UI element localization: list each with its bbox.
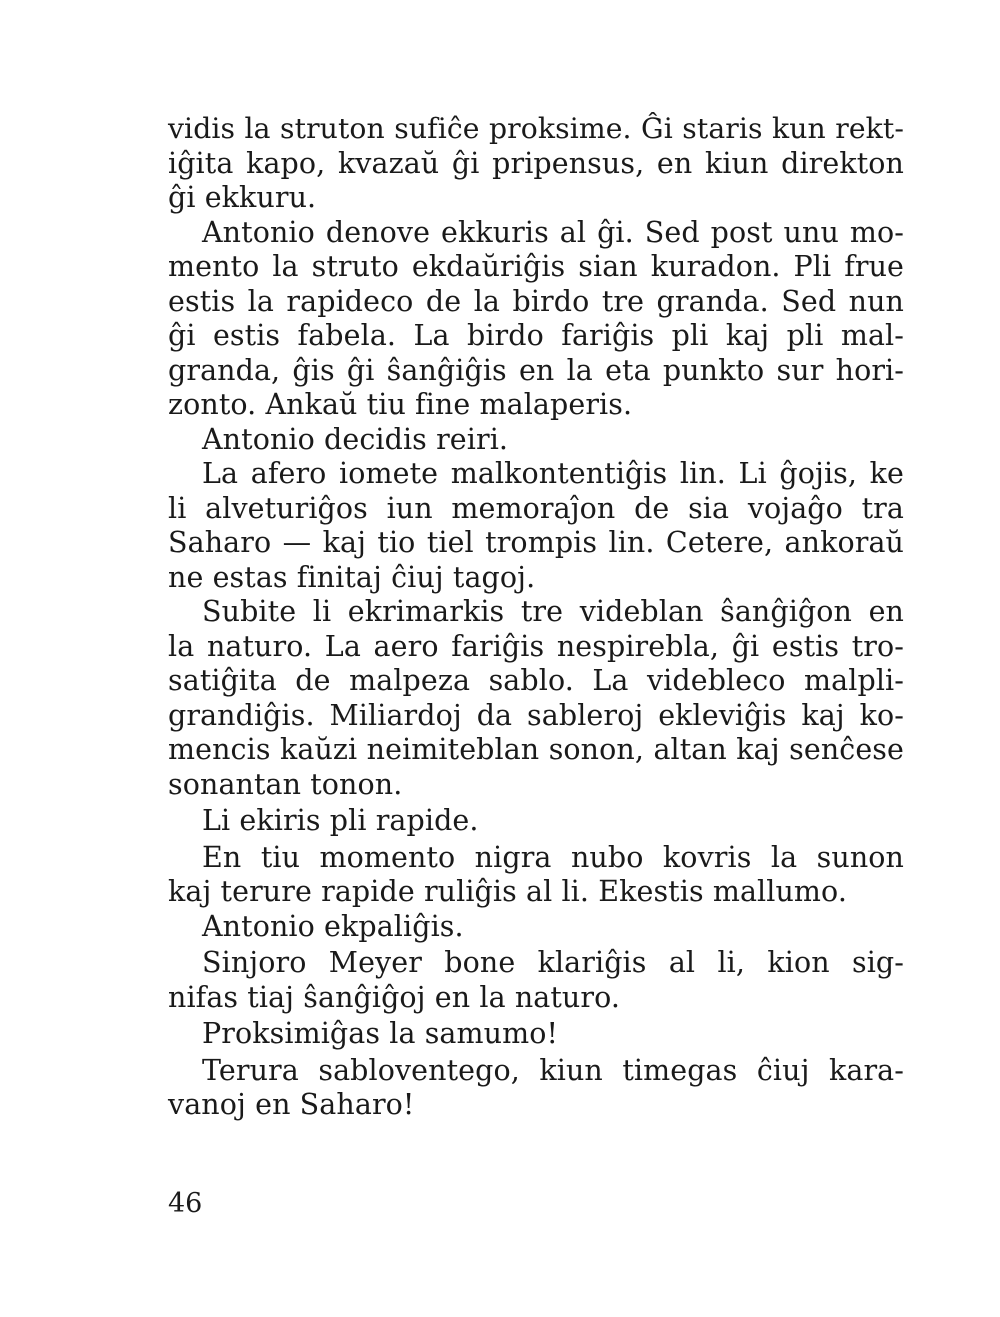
page-number: 46 [168,1188,203,1219]
text-line: ne estas finitaj ĉiuj tagoj. [168,560,536,594]
text-line: sonantan tonon. [168,767,403,801]
paragraph [168,423,904,458]
paragraph [168,595,904,802]
text-line: grandiĝis. Miliardoj da sableroj ekleviĝis kaj ko- [168,698,904,732]
text-line: Antonio ekpaliĝis. [202,909,464,943]
text-line: Subite li ekrimarkis tre videblan ŝanĝiĝon en [202,595,904,628]
paragraph [168,841,904,910]
text-line: Li ekiris pli rapide. [202,804,479,837]
paragraph [168,216,904,423]
text-line: estis la rapideco de la birdo tre granda. Sed nun [168,284,904,318]
paragraph [168,804,904,839]
text-line: ĝi estis fabela. La birdo fariĝis pli kaj pli mal- [168,319,904,352]
text-line: li alveturiĝos iun memoraĵon de sia vojaĝo tra [168,491,904,525]
text-line: Saharo — kaj tio tiel trompis lin. Cetere, ankoraŭ [168,526,904,559]
text-line: granda, ĝis ĝi ŝanĝiĝis en la eta punkto sur hori- [168,353,904,387]
paragraph [168,910,904,945]
text-line: En tiu momento nigra nubo kovris la sunon [202,840,904,874]
text-line: La afero iomete malkontentiĝis lin. Li ĝojis, ke [202,457,904,490]
text-line: nifas tiaj ŝanĝiĝoj en la naturo. [168,980,621,1014]
text-line: Sinjoro Meyer bone klariĝis al li, kion sig- [202,946,904,979]
paragraph [168,457,904,595]
text-line: zonto. Ankaŭ tiu fine malaperis. [168,388,633,421]
text-line: Terura sabloventego, kiun timegas ĉiuj kara- [202,1053,904,1087]
text-line: la naturo. La aero fariĝis nespirebla, ĝi estis tro- [168,629,904,663]
text-line: mento la struto ekdaŭriĝis sian kuradon. Pli frue [168,250,904,283]
text-line: vanoj en Saharo! [168,1088,415,1121]
page-text [168,112,904,1123]
text-line: mencis kaŭzi neimiteblan sonon, altan kaj senĉese [168,733,904,766]
text-line: ĝi ekkuru. [168,181,317,214]
text-line: iĝita kapo, kvazaŭ ĝi pripensus, en kiun direkton [168,146,904,180]
text-line: kaj terure rapide ruliĝis al li. Ekestis mallumo. [168,875,847,908]
text-line: Antonio denove ekkuris al ĝi. Sed post unu mo- [202,215,904,249]
text-line: vidis la struton sufiĉe proksime. Ĝi staris kun rekt- [168,112,904,145]
text-line: Antonio decidis reiri. [202,422,509,456]
paragraph [168,1054,904,1123]
paragraph [168,946,904,1015]
text-line: satiĝita de malpeza sablo. La videbleco malpli- [168,664,904,697]
paragraph [168,1017,904,1052]
text-line: Proksimiĝas la samumo! [202,1017,559,1050]
paragraph [168,112,904,216]
